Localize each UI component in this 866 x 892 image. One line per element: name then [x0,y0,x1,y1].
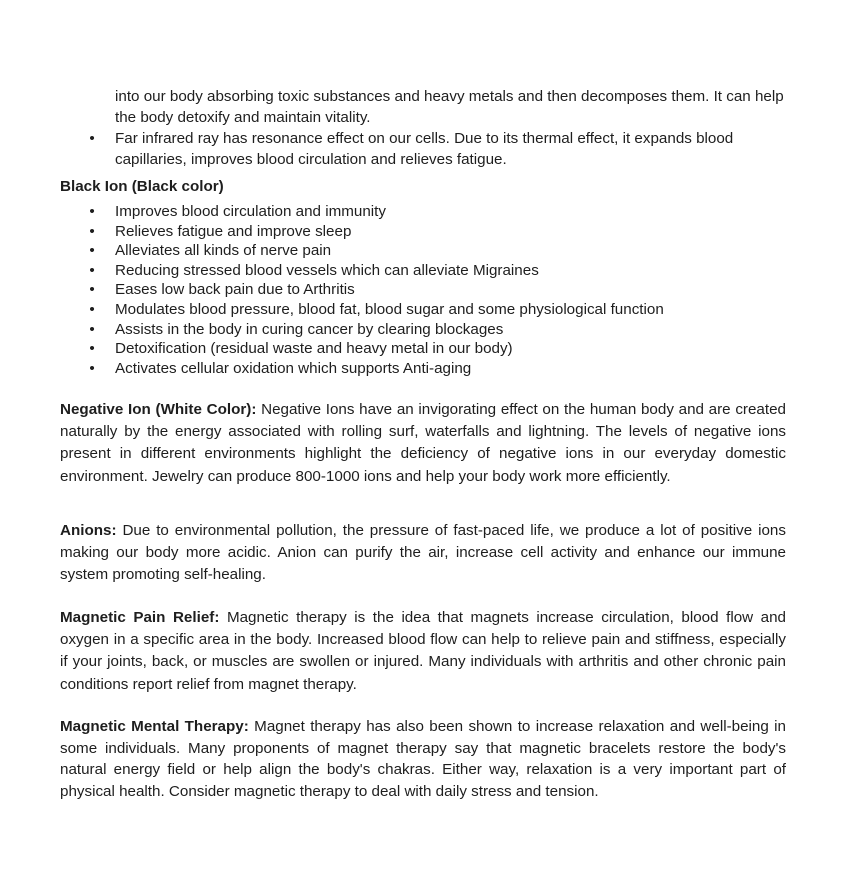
intro-continuation-text: into our body absorbing toxic substances and heavy metals and then decomposes them. It can help the body detoxify and maintain vitality. [115,88,784,126]
list-item [0,359,866,379]
magnetic-pain-relief-section [0,607,866,696]
paragraph [0,520,866,587]
list-item [0,222,866,242]
paragraph-body: Magnetic therapy is the idea that magnets increase circulation, blood flow and oxygen in a specific area in the body. Increased blood flow can help to relieve pain and stiffness, especially if your joints, back, or muscles are swollen or injured. Many individuals with arthritis and other chronic pain conditions report relief from magnet therapy. [60,609,786,693]
paragraph-title: Negative Ion (White Color): [60,401,257,418]
bullet-icon: • [89,130,95,147]
magnetic-mental-therapy-section [0,716,866,802]
bullet-icon: • [89,359,95,377]
list-item [0,280,866,300]
list-item [0,320,866,340]
paragraph-body: Due to environmental pollution, the pressure of fast-paced life, we produce a lot of positive ions making our body more acidic. Anion can purify the air, increase cell activity and enhance our immune system promoting self-healing. [60,522,786,584]
black-ion-list [0,202,866,378]
list-item-text: Alleviates all kinds of nerve pain [115,242,332,260]
section-heading: Black Ion (Black color) [60,178,224,195]
negative-ion-section [0,399,866,488]
anions-section [0,520,866,587]
list-item-text: Modulates blood pressure, blood fat, blood sugar and some physiological function [115,300,664,318]
paragraph-title: Anions: [60,522,117,539]
bullet-icon: • [89,300,95,318]
black-ion-section [0,176,866,197]
list-item [0,241,866,261]
paragraph [0,607,866,696]
list-item [0,339,866,359]
bullet-icon: • [89,281,95,299]
paragraph [0,399,866,488]
list-item-text: Assists in the body in curing cancer by clearing blockages [115,320,504,338]
list-item [0,261,866,281]
bullet-icon: • [89,340,95,358]
bullet-icon: • [89,242,95,260]
list-item-text: Relieves fatigue and improve sleep [115,222,352,240]
bullet-icon: • [89,222,95,240]
paragraph-title: Magnetic Mental Therapy: [60,718,249,735]
list-item-text: Far infrared ray has resonance effect on our cells. Due to its thermal effect, it expands blood capillaries, improves blood circulation and relieves fatigue. [115,130,734,168]
list-item-text: Reducing stressed blood vessels which can alleviate Migraines [115,261,539,279]
list-item [0,300,866,320]
list-item-text: Eases low back pain due to Arthritis [115,281,355,299]
intro-block [0,86,866,170]
bullet-icon: • [89,320,95,338]
list-item-text: Improves blood circulation and immunity [115,203,386,220]
list-item [0,202,866,222]
list-item-text: Activates cellular oxidation which supports Anti-aging [115,359,472,377]
paragraph [0,716,866,802]
paragraph-body: Magnet therapy has also been shown to increase relaxation and well-being in some individuals. Many proponents of magnet therapy say that magnetic bracelets restore the body's natural energy field or help align the body's chakras. Either way, relaxation is a very important part of physical health. Consider magnetic therapy to deal with daily stress and tension. [60,718,786,800]
paragraph-body: Negative Ions have an invigorating effect on the human body and are created naturally by the energy associated with rolling surf, waterfalls and lightning. The levels of negative ions present in different environments highlight the deficiency of negative ions in our everyday domestic environment. Jewelry can produce 800-1000 ions and help your body work more efficiently. [60,401,786,485]
bullet-icon: • [89,203,95,220]
bullet-icon: • [89,261,95,279]
list-item [0,128,866,170]
list-item-text: Detoxification (residual waste and heavy metal in our body) [115,340,513,358]
paragraph-title: Magnetic Pain Relief: [60,609,220,626]
